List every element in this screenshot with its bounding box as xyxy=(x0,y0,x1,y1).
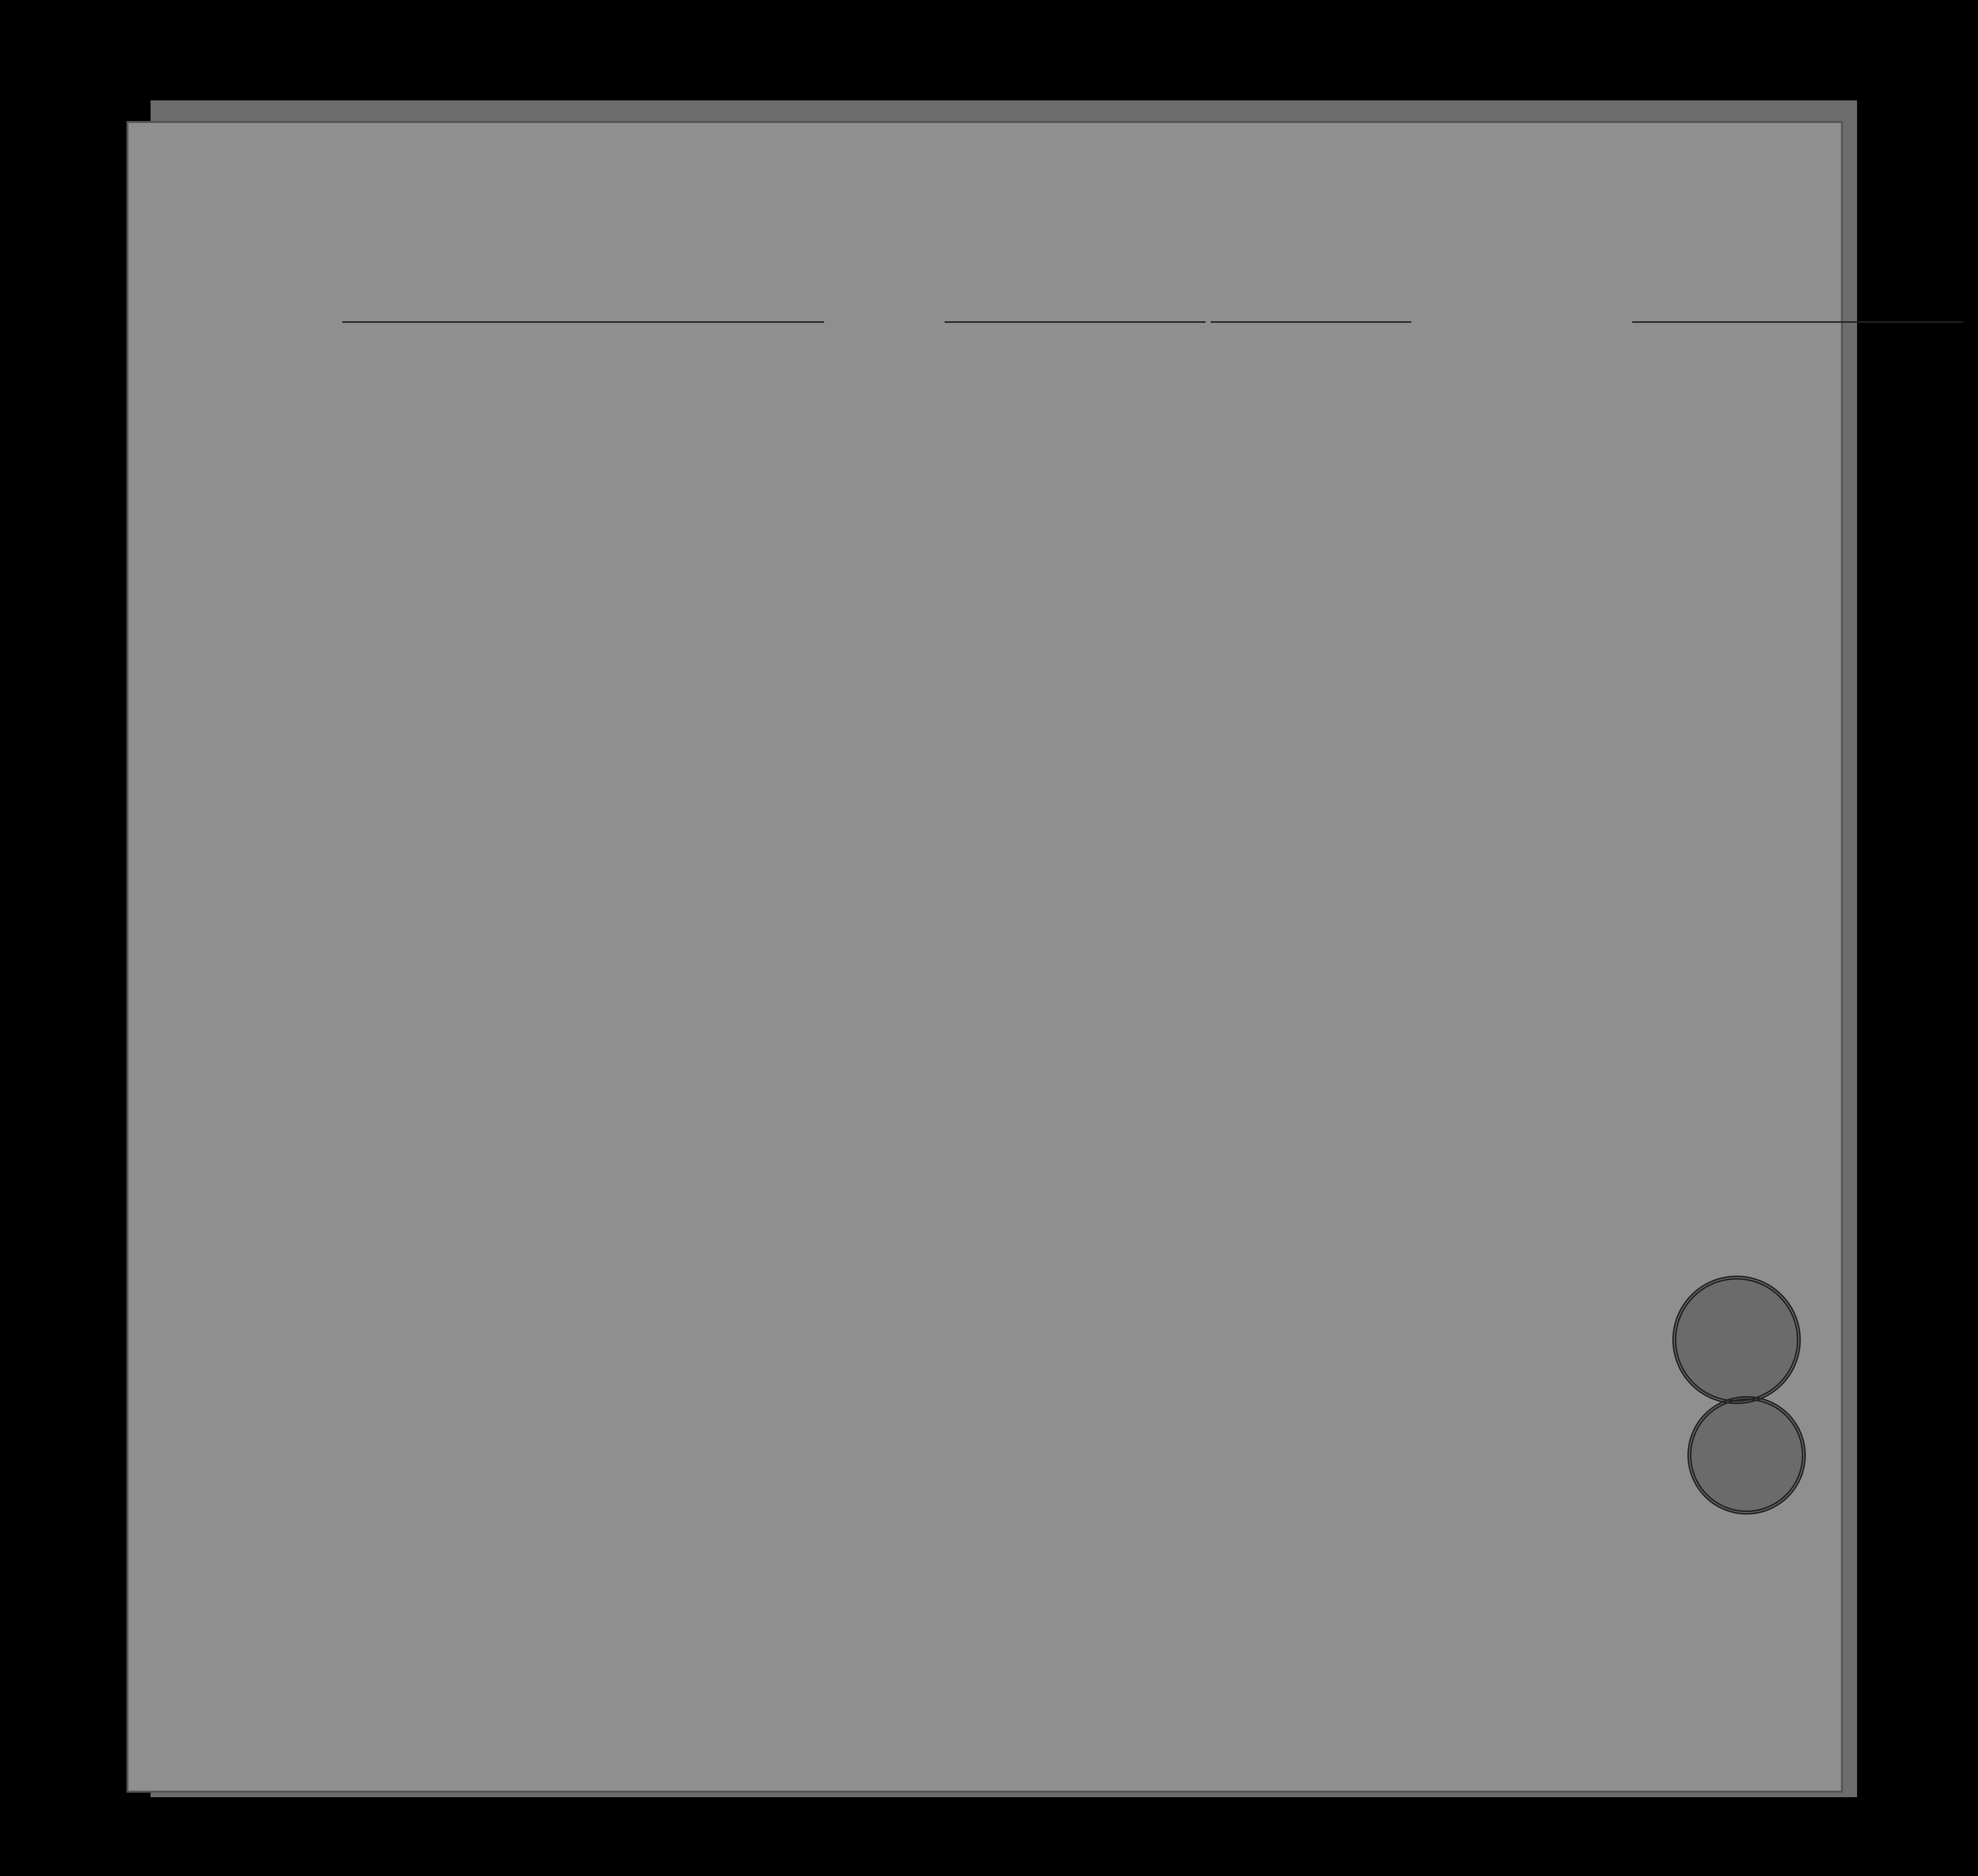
manifest-sheet xyxy=(126,121,1843,1793)
immigration-stamp xyxy=(1672,1276,1801,1404)
manifest-grid xyxy=(126,121,1843,1793)
immigration-stamp xyxy=(1687,1396,1806,1515)
